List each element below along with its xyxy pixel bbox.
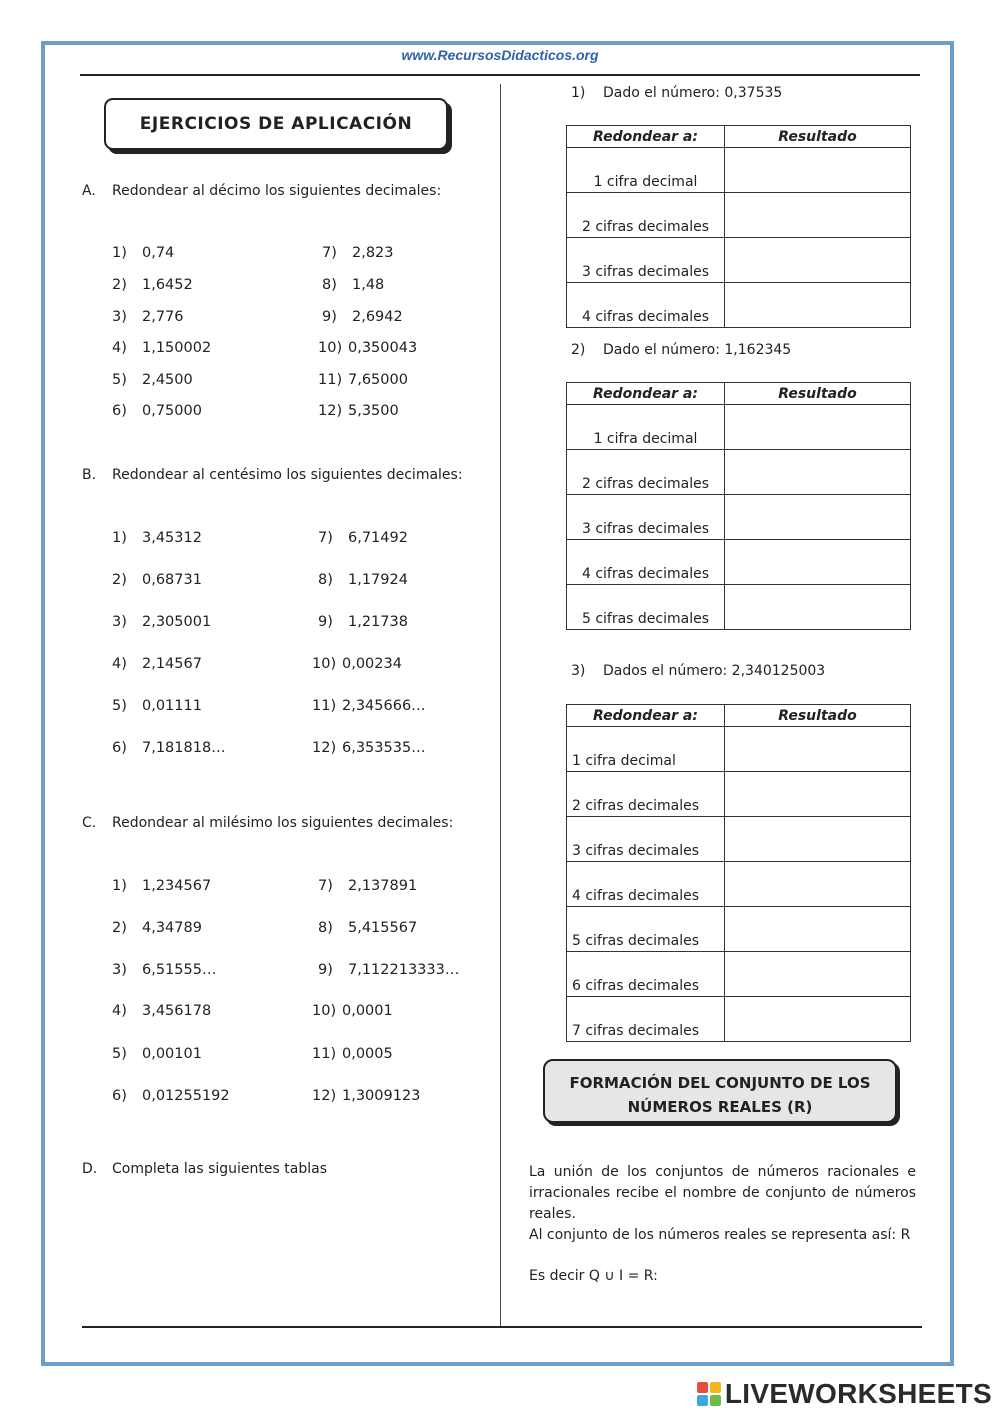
round-to-cell: 2 cifras decimales [567, 450, 725, 495]
result-answer-cell[interactable] [725, 405, 911, 450]
round-to-cell: 3 cifras decimales [567, 495, 725, 540]
reals-section-title [543, 1059, 897, 1123]
exercise-item [312, 698, 426, 714]
item-value: 1,48 [352, 277, 385, 293]
exercise-item [112, 530, 202, 546]
round-to-cell: 4 cifras decimales [567, 540, 725, 585]
exercise-item [112, 572, 202, 588]
item-value: 0,00101 [142, 1046, 202, 1062]
rounding-table-1 [566, 125, 911, 328]
item-value: 7,181818… [142, 740, 226, 756]
section-a [82, 183, 441, 199]
table-row [567, 495, 911, 540]
table-row [567, 540, 911, 585]
result-answer-cell[interactable] [725, 862, 911, 907]
header-round-to: Redondear a: [567, 705, 725, 727]
question-2 [571, 342, 791, 358]
question-number: 2) [571, 342, 586, 358]
question-number: 1) [571, 85, 586, 101]
result-answer-cell[interactable] [725, 238, 911, 283]
item-number: 8) [322, 277, 337, 293]
item-number: 2) [112, 920, 127, 936]
exercise-item [112, 698, 202, 714]
exercise-item [112, 277, 193, 293]
item-number: 11) [312, 698, 337, 714]
result-answer-cell[interactable] [725, 148, 911, 193]
section-b [82, 467, 463, 483]
section-instruction: Redondear al centésimo los siguientes decimales: [112, 467, 463, 483]
item-number: 5) [112, 1046, 127, 1062]
exercise-item [112, 340, 211, 356]
item-number: 5) [112, 698, 127, 714]
item-number: 1) [112, 245, 127, 261]
reals-notation: Al conjunto de los números reales se representa así: R [529, 1227, 911, 1243]
exercise-item [112, 878, 211, 894]
table-row [567, 952, 911, 997]
header-result: Resultado [725, 705, 911, 727]
item-value: 2,345666… [342, 698, 426, 714]
item-value: 2,137891 [348, 878, 418, 894]
item-value: 2,4500 [142, 372, 193, 388]
round-to-cell: 4 cifras decimales [567, 283, 725, 328]
exercise-item [112, 614, 211, 630]
table-row [567, 148, 911, 193]
round-to-cell: 5 cifras decimales [567, 907, 725, 952]
item-number: 7) [318, 530, 333, 546]
item-number: 4) [112, 656, 127, 672]
round-to-cell: 2 cifras decimales [567, 772, 725, 817]
item-number: 11) [318, 372, 343, 388]
round-to-cell: 5 cifras decimales [567, 585, 725, 630]
exercise-item [318, 372, 408, 388]
reals-paragraph [529, 1162, 916, 1246]
item-number: 2) [112, 277, 127, 293]
table-row [567, 450, 911, 495]
exercise-item [312, 1003, 393, 1019]
item-value: 2,14567 [142, 656, 202, 672]
round-to-cell: 7 cifras decimales [567, 997, 725, 1042]
item-value: 0,74 [142, 245, 175, 261]
item-value: 0,0005 [342, 1046, 393, 1062]
result-answer-cell[interactable] [725, 772, 911, 817]
result-answer-cell[interactable] [725, 585, 911, 630]
item-number: 1) [112, 530, 127, 546]
item-value: 1,17924 [348, 572, 408, 588]
exercise-item [112, 1046, 202, 1062]
reals-definition: La unión de los conjuntos de números racionales e irracionales recibe el nombre de conjunto de números reales. [529, 1164, 916, 1222]
round-to-cell: 1 cifra decimal [567, 405, 725, 450]
item-value: 0,00234 [342, 656, 402, 672]
exercise-item [318, 878, 417, 894]
exercise-item [112, 309, 184, 325]
result-answer-cell[interactable] [725, 817, 911, 862]
table-row [567, 238, 911, 283]
item-number: 10) [312, 1003, 337, 1019]
reals-title-line2: NÚMEROS REALES (R) [627, 1098, 813, 1116]
result-answer-cell[interactable] [725, 997, 911, 1042]
table-row [567, 727, 911, 772]
round-to-cell: 1 cifra decimal [567, 148, 725, 193]
table-row [567, 907, 911, 952]
item-value: 0,01111 [142, 698, 202, 714]
section-d [82, 1161, 327, 1177]
exercise-item [312, 1046, 393, 1062]
liveworksheets-brand: LIVEWORKSHEETS [724, 1378, 992, 1409]
item-number: 9) [318, 962, 333, 978]
item-value: 3,45312 [142, 530, 202, 546]
item-number: 9) [322, 309, 337, 325]
table-row [567, 817, 911, 862]
item-value: 0,350043 [348, 340, 418, 356]
item-value: 1,150002 [142, 340, 212, 356]
round-to-cell: 6 cifras decimales [567, 952, 725, 997]
section-instruction: Completa las siguientes tablas [112, 1161, 327, 1177]
item-value: 3,456178 [142, 1003, 212, 1019]
result-answer-cell[interactable] [725, 193, 911, 238]
section-instruction: Redondear al milésimo los siguientes decimales: [112, 815, 454, 831]
item-value: 6,51555… [142, 962, 217, 978]
liveworksheets-icon [697, 1382, 721, 1406]
round-to-cell: 3 cifras decimales [567, 238, 725, 283]
question-3 [571, 663, 825, 679]
section-instruction: Redondear al décimo los siguientes decimales: [112, 183, 442, 199]
item-value: 1,21738 [348, 614, 408, 630]
round-to-cell: 2 cifras decimales [567, 193, 725, 238]
item-number: 12) [312, 740, 337, 756]
question-number: 3) [571, 663, 586, 679]
table-row [567, 585, 911, 630]
exercise-item [112, 656, 202, 672]
item-value: 6,71492 [348, 530, 408, 546]
table-row [567, 997, 911, 1042]
exercise-item [312, 740, 426, 756]
item-number: 12) [318, 403, 343, 419]
table-row [567, 772, 911, 817]
exercise-item [318, 614, 408, 630]
exercise-item [112, 1003, 211, 1019]
exercise-item [322, 309, 403, 325]
table-row [567, 862, 911, 907]
item-value: 5,3500 [348, 403, 399, 419]
table-row [567, 283, 911, 328]
table-row [567, 193, 911, 238]
exercise-item [112, 962, 216, 978]
item-number: 6) [112, 1088, 127, 1104]
result-answer-cell[interactable] [725, 540, 911, 585]
item-value: 2,6942 [352, 309, 403, 325]
reals-equation: Es decir Q ∪ I = R: [529, 1268, 658, 1284]
item-value: 0,0001 [342, 1003, 393, 1019]
item-value: 4,34789 [142, 920, 202, 936]
question-text: Dado el número: 1,162345 [603, 342, 792, 358]
item-value: 0,68731 [142, 572, 202, 588]
item-number: 9) [318, 614, 333, 630]
item-number: 11) [312, 1046, 337, 1062]
item-number: 6) [112, 740, 127, 756]
reals-title-line1: FORMACIÓN DEL CONJUNTO DE LOS [569, 1074, 871, 1092]
item-value: 5,415567 [348, 920, 418, 936]
item-value: 0,01255192 [142, 1088, 230, 1104]
header-result: Resultado [725, 126, 911, 148]
logo-tile [697, 1382, 708, 1393]
exercise-item [112, 372, 193, 388]
item-number: 12) [312, 1088, 337, 1104]
item-value: 1,6452 [142, 277, 193, 293]
exercise-item [112, 245, 174, 261]
exercise-item [312, 1088, 420, 1104]
exercise-item [112, 1088, 230, 1104]
result-answer-cell[interactable] [725, 727, 911, 772]
table-header-row [567, 126, 911, 148]
exercise-item [322, 277, 384, 293]
result-answer-cell[interactable] [725, 450, 911, 495]
item-value: 7,112213333… [348, 962, 460, 978]
section-c [82, 815, 453, 831]
exercise-item [312, 656, 402, 672]
header-result: Resultado [725, 383, 911, 405]
header-round-to: Redondear a: [567, 126, 725, 148]
rounding-table-2 [566, 382, 911, 630]
table-header-row [567, 383, 911, 405]
website-url[interactable]: www.RecursosDidacticos.org [401, 47, 599, 63]
table-row [567, 405, 911, 450]
item-number: 1) [112, 878, 127, 894]
item-value: 2,823 [352, 245, 394, 261]
question-1 [571, 85, 782, 101]
section-letter: C. [82, 815, 97, 831]
column-divider [500, 84, 501, 1326]
exercises-title: EJERCICIOS DE APLICACIÓN [104, 98, 448, 150]
item-number: 3) [112, 614, 127, 630]
item-number: 3) [112, 309, 127, 325]
exercise-item [318, 920, 417, 936]
item-number: 10) [312, 656, 337, 672]
round-to-cell: 4 cifras decimales [567, 862, 725, 907]
item-value: 6,353535… [342, 740, 426, 756]
question-text: Dado el número: 0,37535 [603, 85, 783, 101]
item-value: 2,776 [142, 309, 184, 325]
item-number: 3) [112, 962, 127, 978]
item-number: 2) [112, 572, 127, 588]
result-answer-cell[interactable] [725, 907, 911, 952]
rounding-table-3 [566, 704, 911, 1042]
item-number: 4) [112, 1003, 127, 1019]
exercise-item [112, 920, 202, 936]
item-number: 7) [322, 245, 337, 261]
footer-rule [82, 1326, 922, 1328]
exercise-item [318, 403, 399, 419]
item-number: 8) [318, 572, 333, 588]
exercise-item [318, 572, 408, 588]
question-text: Dados el número: 2,340125003 [603, 663, 826, 679]
item-value: 1,234567 [142, 878, 212, 894]
exercise-item [112, 740, 226, 756]
result-answer-cell[interactable] [725, 952, 911, 997]
item-number: 5) [112, 372, 127, 388]
result-answer-cell[interactable] [725, 283, 911, 328]
item-number: 8) [318, 920, 333, 936]
exercise-item [322, 245, 394, 261]
item-value: 1,3009123 [342, 1088, 421, 1104]
item-number: 6) [112, 403, 127, 419]
item-value: 0,75000 [142, 403, 202, 419]
item-value: 7,65000 [348, 372, 408, 388]
exercise-item [318, 340, 417, 356]
liveworksheets-logo[interactable] [697, 1378, 992, 1410]
header-rule [80, 74, 920, 76]
item-number: 4) [112, 340, 127, 356]
logo-tile [710, 1382, 721, 1393]
logo-tile [710, 1395, 721, 1406]
item-value: 2,305001 [142, 614, 212, 630]
item-number: 7) [318, 878, 333, 894]
result-answer-cell[interactable] [725, 495, 911, 540]
header-round-to: Redondear a: [567, 383, 725, 405]
round-to-cell: 3 cifras decimales [567, 817, 725, 862]
exercise-item [112, 403, 202, 419]
section-letter: B. [82, 467, 97, 483]
section-letter: D. [82, 1161, 98, 1177]
exercise-item [318, 962, 459, 978]
table-header-row [567, 705, 911, 727]
section-letter: A. [82, 183, 96, 199]
logo-tile [697, 1395, 708, 1406]
round-to-cell: 1 cifra decimal [567, 727, 725, 772]
item-number: 10) [318, 340, 343, 356]
exercise-item [318, 530, 408, 546]
